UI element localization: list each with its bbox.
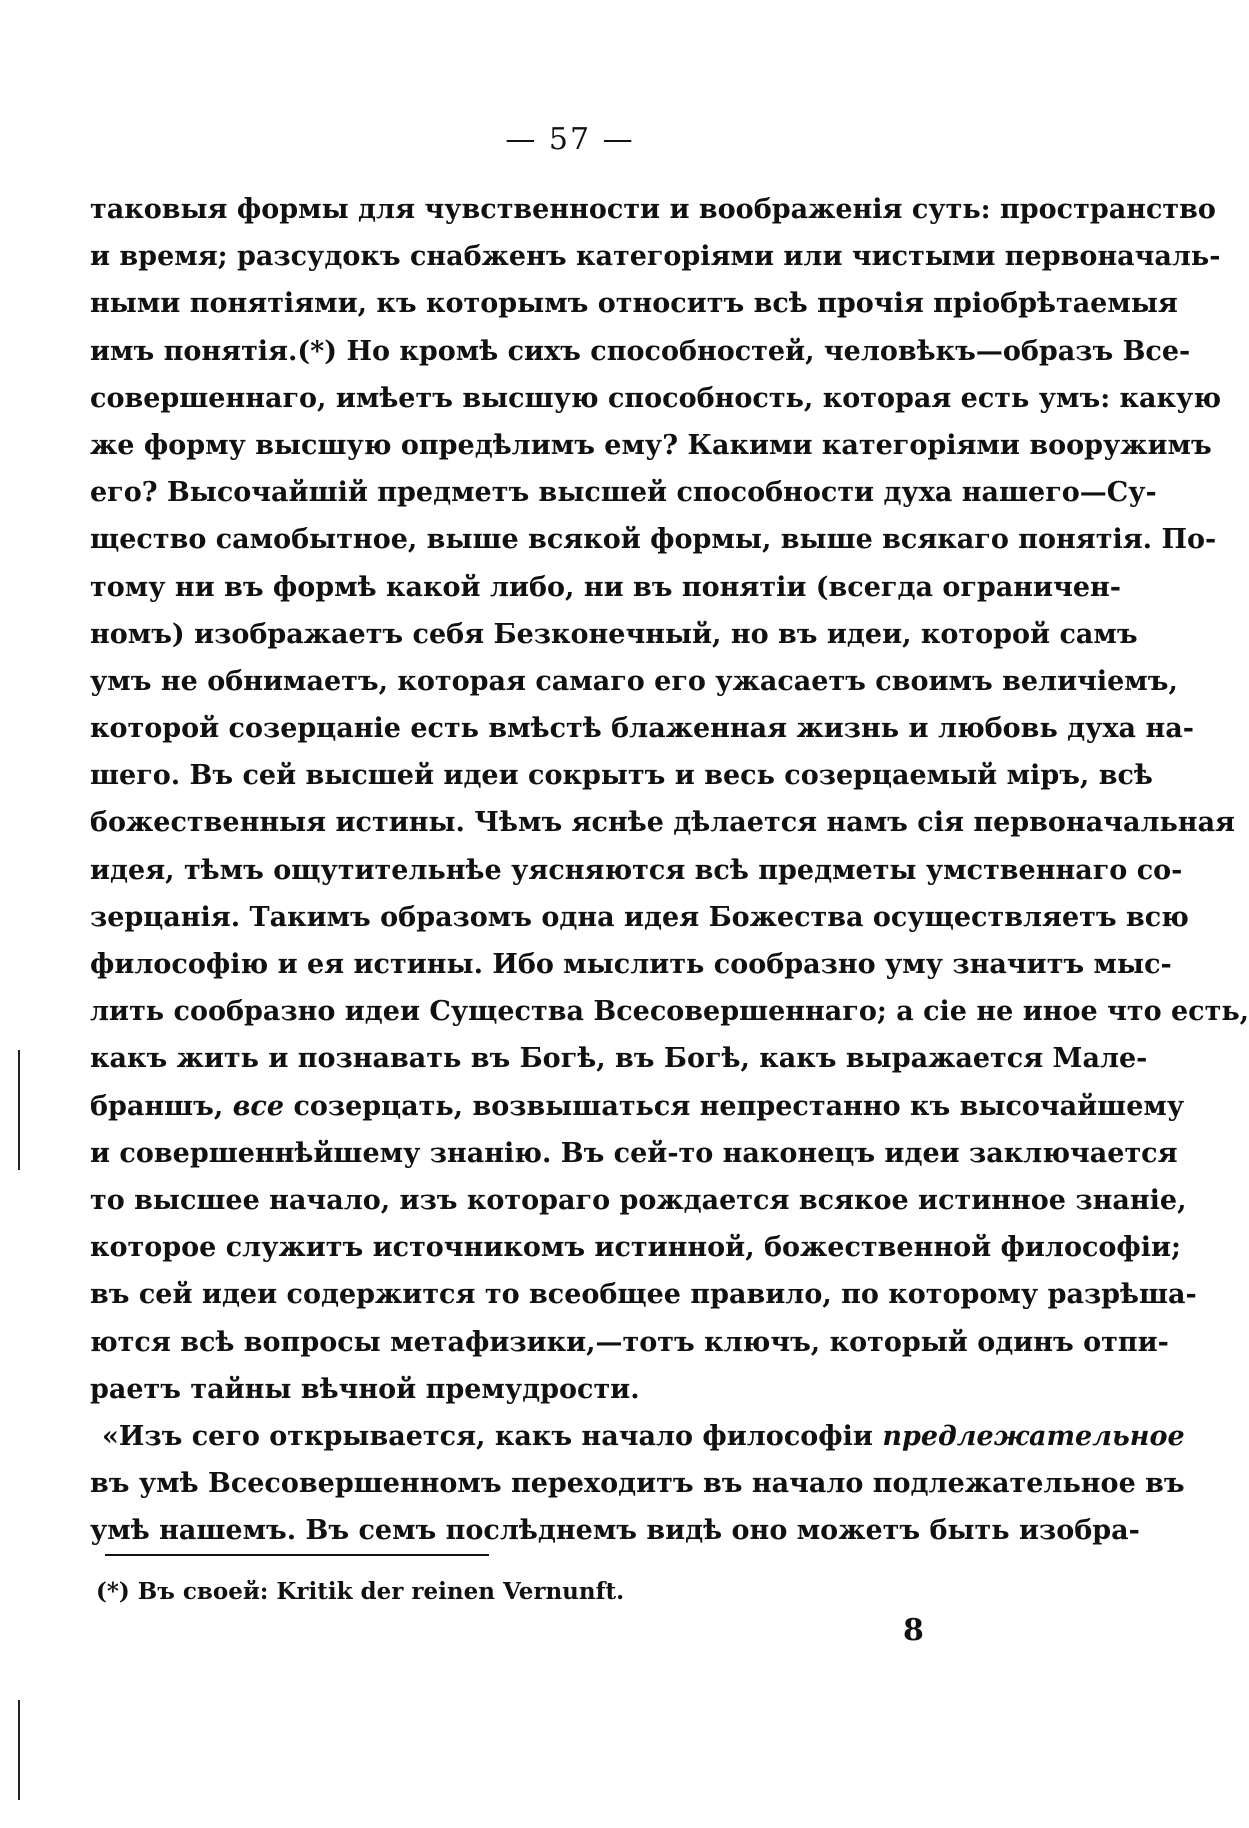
text-run: созерцать, возвышаться непрестанно къ высочайшему: [284, 1090, 1185, 1122]
text-line: философію и ея истины. Ибо мыслить сообразно уму значитъ мыс-: [90, 949, 1172, 980]
text-line: ются всѣ вопросы метафизики,—тотъ ключъ, который одинъ отпи-: [90, 1326, 1169, 1358]
text-line: шего. Въ сей высшей идеи сокрытъ и весь созерцаемый міръ, всѣ: [90, 760, 1153, 792]
text-line: раетъ тайны вѣчной премудрости.: [90, 1373, 640, 1405]
signature-mark: 8: [903, 1613, 924, 1648]
text-line: умъ не обнимаетъ, которая самаго его ужасаетъ своимъ величіемъ,: [90, 665, 1178, 697]
margin-scan-mark: [18, 1700, 20, 1800]
text-line: зерцанія. Такимъ образомъ одна идея Божества осуществляетъ всю: [90, 901, 1189, 933]
text-line: же форму высшую опредѣлимъ ему? Какими категоріями вооружимъ: [90, 429, 1212, 461]
text-line: божественныя истины. Чѣмъ яснѣе дѣлается намъ сія первоначальная: [90, 807, 1236, 839]
emphasized-word: все: [232, 1090, 285, 1122]
text-line: и время; разсудокъ снабженъ категоріями или чистыми первоначаль-: [90, 241, 1221, 273]
text-line: какъ жить и познавать въ Богѣ, въ Богѣ, какъ выражается Мале-: [90, 1043, 1148, 1075]
text-line: и совершеннѣйшему знанію. Въ сей-то наконецъ идеи заключается: [90, 1137, 1178, 1169]
text-line: въ умѣ Всесовершенномъ переходитъ въ начало подлежательное въ: [90, 1468, 1185, 1500]
text-line: которое служитъ источникомъ истинной, божественной философіи;: [90, 1232, 1182, 1264]
text-line: его? Высочайшій предметъ высшей способности духа нашего—Су-: [90, 477, 1157, 509]
text-run: браншъ,: [90, 1090, 233, 1122]
text-line: тому ни въ формѣ какой либо, ни въ понятіи (всегда ограничен-: [90, 571, 1121, 603]
footnote: (*) Въ своей: Kritik der reinen Vernunft.: [96, 1578, 625, 1605]
text-line: имъ понятія.(*) Но кромѣ сихъ способностей, человѣкъ—образъ Все-: [90, 335, 1191, 367]
text-line: [90, 1413, 1185, 1460]
text-line: лить сообразно идеи Существа Всесовершеннаго; а сіе не иное что есть,: [90, 996, 1249, 1028]
text-run: «Изъ сего открывается, какъ начало философіи: [102, 1420, 883, 1452]
emphasized-word: предлежательное: [882, 1420, 1185, 1452]
text-line: щество самобытное, выше всякой формы, выше всякаго понятія. По-: [90, 524, 1217, 556]
margin-scan-mark: [18, 1050, 20, 1170]
text-line: таковыя формы для чувственности и воображенія суть: пространство: [90, 194, 1216, 225]
text-line: номъ) изображаетъ себя Безконечный, но въ идеи, которой самъ: [90, 618, 1138, 650]
page-number: — 57 —: [505, 122, 635, 157]
text-line: ными понятіями, къ которымъ относитъ всѣ прочія пріобрѣтаемыя: [90, 288, 1178, 320]
footnote-divider: [105, 1554, 489, 1556]
text-line: то высшее начало, изъ котораго рождается всякое истинное знаніе,: [90, 1184, 1187, 1216]
text-line: [90, 1083, 1185, 1130]
text-line: идея, тѣмъ ощутительнѣе уясняются всѣ предметы умственнаго со-: [90, 854, 1183, 886]
text-line: которой созерцаніе есть вмѣстѣ блаженная жизнь и любовь духа на-: [90, 713, 1194, 745]
text-line: въ сей идеи содержится то всеобщее правило, по которому разрѣша-: [90, 1279, 1197, 1311]
text-line: умѣ нашемъ. Въ семъ послѣднемъ видѣ оно можетъ быть изобра-: [90, 1515, 1140, 1547]
text-line: совершеннаго, имѣетъ высшую способность, которая есть умъ: какую: [90, 382, 1222, 414]
body-text: [90, 186, 1249, 1554]
